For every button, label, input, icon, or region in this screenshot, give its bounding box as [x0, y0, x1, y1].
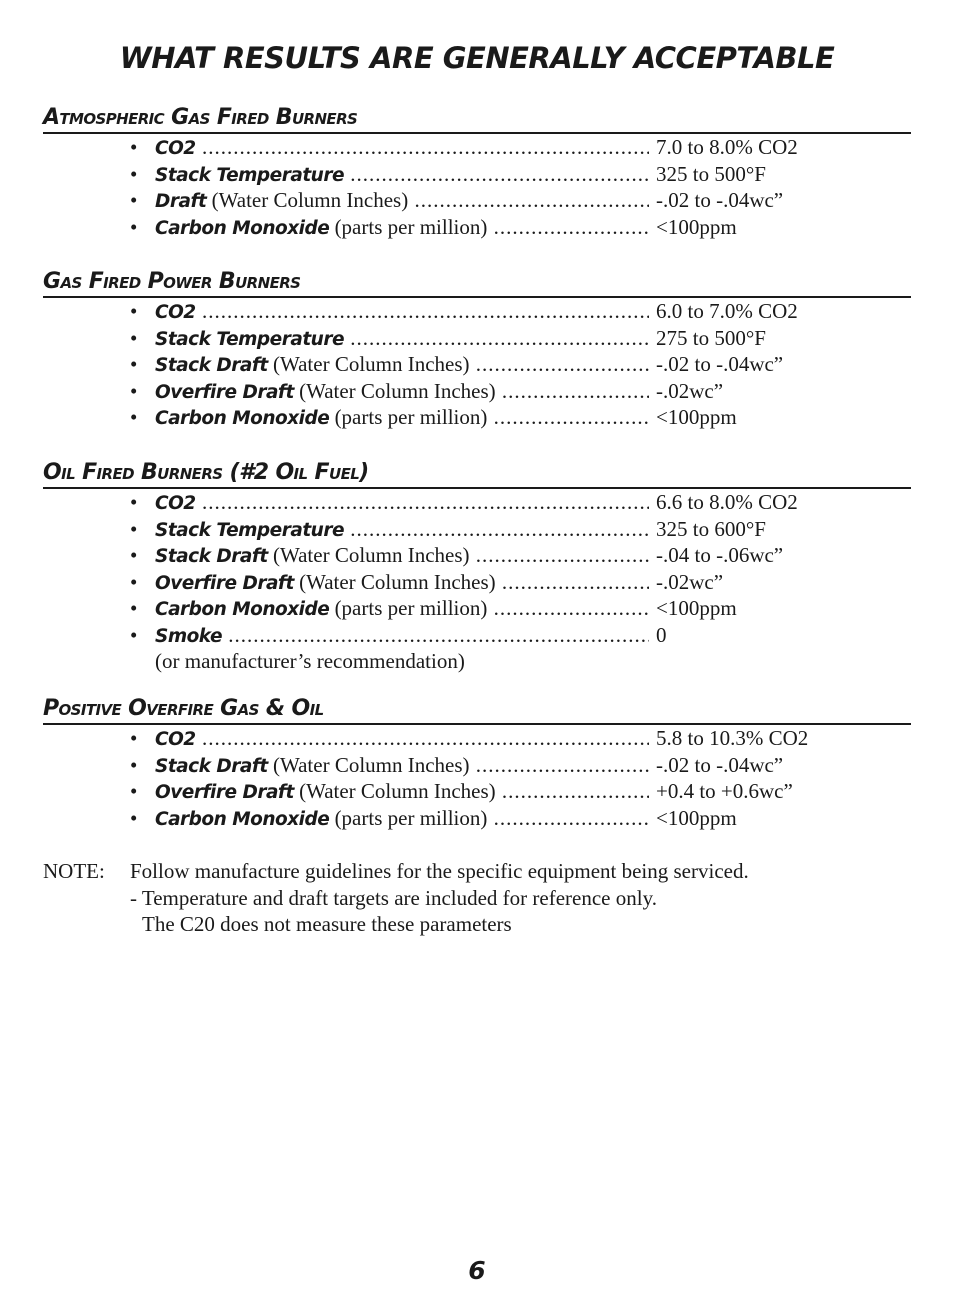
bullet-icon: • [130, 805, 138, 830]
item-label: Overfire Draft [155, 381, 294, 403]
item-qualifier: (parts per million) [334, 405, 488, 429]
bullet-icon: • [130, 161, 138, 186]
section-heading: Atmospheric Gas Fired Burners [43, 104, 911, 134]
item-qualifier: (Water Column Inches) [272, 752, 470, 777]
bullet-icon: • [130, 516, 138, 541]
list-item [43, 187, 911, 214]
section-atmospheric-gas [43, 104, 911, 240]
item-value: -.02 to -.04wc” [656, 752, 784, 777]
item-value: -.04 to -.06wc” [656, 543, 784, 567]
list-item [43, 778, 911, 805]
item-label: Carbon Monoxide [155, 408, 330, 429]
list-item [43, 516, 911, 543]
bullet-icon: • [130, 405, 138, 429]
note-line-2: - Temperature and draft targets are included for reference only. [130, 885, 657, 910]
bullet-icon: • [130, 490, 138, 514]
list-item [43, 214, 911, 241]
item-qualifier: (Water Column Inches) [272, 352, 470, 376]
list-item [43, 805, 911, 832]
item-value: 6.0 to 7.0% CO2 [656, 299, 798, 323]
bullet-icon: • [130, 543, 138, 567]
bullet-icon: • [130, 352, 138, 376]
list-item [43, 595, 911, 622]
item-label: Stack Draft [155, 755, 268, 777]
item-value: <100ppm [656, 596, 737, 620]
list-item [43, 489, 911, 516]
item-qualifier: (parts per million) [334, 214, 488, 239]
item-qualifier: (Water Column Inches) [211, 188, 409, 212]
item-label: CO2 [155, 493, 196, 514]
item-label: Overfire Draft [155, 572, 294, 594]
bullet-icon: • [130, 726, 138, 750]
bullet-icon: • [130, 135, 138, 159]
list-item [43, 752, 911, 779]
list-item [43, 161, 911, 188]
item-qualifier: (Water Column Inches) [299, 779, 496, 803]
item-label: Overfire Draft [155, 782, 294, 803]
item-value: 6.6 to 8.0% CO2 [656, 490, 798, 514]
item-qualifier: (Water Column Inches) [299, 569, 496, 594]
item-label: Stack Temperature [155, 519, 345, 541]
list-item [43, 542, 911, 569]
item-label: Carbon Monoxide [155, 599, 330, 620]
item-value: -.02 to -.04wc” [656, 352, 784, 376]
item-label: Carbon Monoxide [155, 808, 330, 830]
section-oil-fired [43, 459, 911, 675]
section-positive-overfire [43, 695, 911, 831]
note-prefix: NOTE: [43, 859, 105, 883]
item-qualifier: (parts per million) [334, 805, 488, 830]
bullet-icon: • [130, 188, 138, 212]
list-item [43, 378, 911, 405]
section-gas-power [43, 268, 911, 431]
item-value: <100ppm [656, 405, 737, 429]
item-value: -.02wc” [656, 569, 724, 594]
bullet-icon: • [130, 752, 138, 777]
item-footnote: (or manufacturer’s recommendation) [155, 649, 465, 673]
item-label: CO2 [155, 138, 196, 159]
page-title: WHAT RESULTS ARE GENERALLY ACCEPTABLE [119, 41, 835, 75]
bullet-icon: • [130, 779, 138, 803]
bullet-icon: • [130, 325, 138, 350]
bullet-icon: • [130, 596, 138, 620]
item-label: Stack Draft [155, 355, 268, 376]
item-label: Stack Temperature [155, 328, 345, 350]
section-heading: Positive Overfire Gas & Oil [43, 695, 911, 725]
item-value: 0 [656, 622, 667, 647]
list-item [43, 298, 911, 325]
bullet-icon: • [130, 299, 138, 323]
bullet-icon: • [130, 378, 138, 403]
item-label: Draft [155, 191, 207, 212]
note-line-3: The C20 does not measure these parameters [142, 912, 512, 936]
item-value: 7.0 to 8.0% CO2 [656, 135, 798, 159]
item-value: -.02wc” [656, 378, 724, 403]
item-value: 5.8 to 10.3% CO2 [656, 726, 809, 750]
bullet-icon: • [130, 569, 138, 594]
item-qualifier: (parts per million) [334, 596, 488, 620]
item-label: CO2 [155, 729, 196, 750]
item-label: Stack Draft [155, 546, 268, 567]
bullet-icon: • [130, 214, 138, 239]
item-value: -.02 to -.04wc” [656, 188, 784, 212]
item-label: CO2 [155, 302, 196, 323]
item-label: Smoke [155, 625, 223, 647]
list-item [43, 725, 911, 752]
bullet-icon: • [130, 622, 138, 647]
note-line-1: Follow manufacture guidelines for the specific equipment being serviced. [130, 859, 749, 883]
item-label: Stack Temperature [155, 164, 345, 186]
item-value: +0.4 to +0.6wc” [656, 779, 793, 803]
item-value: 325 to 600°F [656, 516, 766, 541]
list-item [43, 325, 911, 352]
item-value: 325 to 500°F [656, 161, 766, 186]
list-item [43, 134, 911, 161]
section-heading: Oil Fired Burners (#2 Oil Fuel) [43, 459, 911, 489]
list-item [43, 404, 911, 431]
item-value: 275 to 500°F [656, 325, 766, 350]
page-number: 6 [468, 1256, 486, 1285]
section-heading: Gas Fired Power Burners [43, 268, 911, 298]
list-item [43, 569, 911, 596]
item-value: <100ppm [656, 214, 737, 239]
note-block [43, 858, 923, 938]
item-label: Carbon Monoxide [155, 217, 330, 239]
list-item [43, 622, 911, 649]
list-item [43, 351, 911, 378]
item-value: <100ppm [656, 805, 737, 830]
item-qualifier: (Water Column Inches) [272, 543, 470, 567]
item-qualifier: (Water Column Inches) [299, 378, 496, 403]
